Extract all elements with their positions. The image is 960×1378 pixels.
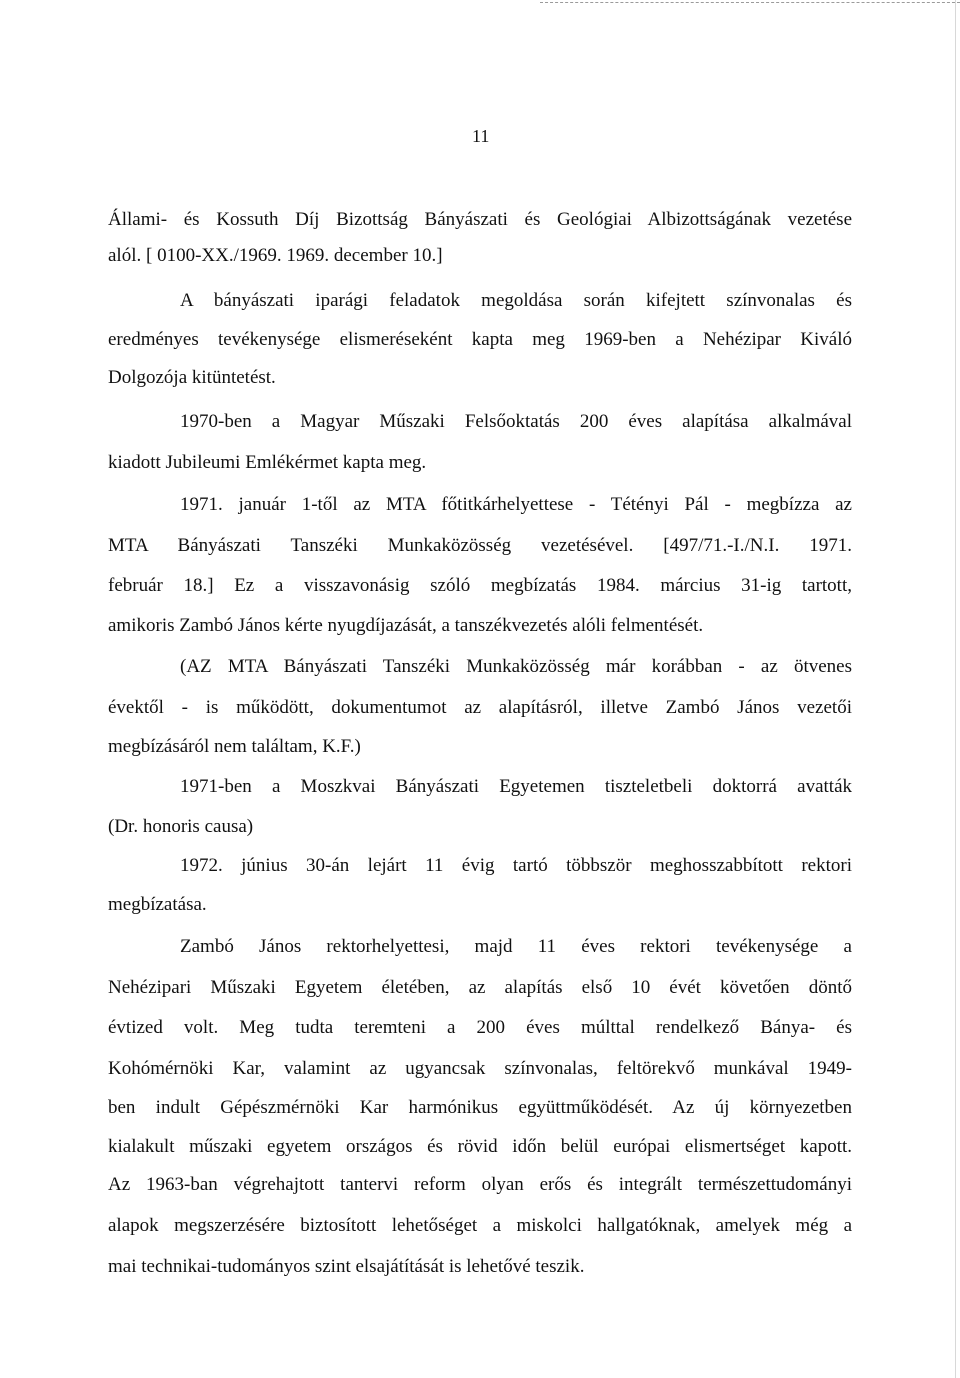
text-line: Nehézipari Műszaki Egyetem életében, az alapítás első 10 évét követően döntő bbox=[108, 977, 852, 998]
text-line: kiadott Jubileumi Emlékérmet kapta meg. bbox=[108, 452, 427, 473]
text-line: MTA Bányászati Tanszéki Munkaközösség vezetésével. [497/71.-I./N.I. 1971. bbox=[108, 535, 852, 556]
text-line: 1971-ben a Moszkvai Bányászati Egyetemen tiszteletbeli doktorrá avatták bbox=[180, 776, 852, 797]
right-page-edge bbox=[955, 0, 956, 1378]
page-number: 11 bbox=[472, 126, 490, 146]
text-line: Az 1963-ban végrehajtott tantervi reform olyan erős és integrált természettudományi bbox=[108, 1174, 852, 1195]
text-line: Dolgozója kitüntetést. bbox=[108, 367, 276, 388]
text-line: (Dr. honoris causa) bbox=[108, 816, 254, 837]
text-line: mai technikai-tudományos szint elsajátítását is lehetővé teszik. bbox=[108, 1256, 585, 1277]
text-line: február 18.] Ez a visszavonásig szóló megbízatás 1984. március 31-ig tartott, bbox=[108, 575, 852, 596]
text-line: megbízásáról nem találtam, K.F.) bbox=[108, 736, 361, 757]
text-line: (AZ MTA Bányászati Tanszéki Munkaközösség már korábban - az ötvenes bbox=[180, 656, 852, 677]
text-line: évektől - is működött, dokumentumot az alapításról, illetve Zambó János vezetői bbox=[108, 697, 852, 718]
text-line: megbízatása. bbox=[108, 894, 207, 915]
text-line: kialakult műszaki egyetem országos és rövid időn belül európai elismertséget kapott. bbox=[108, 1136, 852, 1157]
text-line: 1971. január 1-től az MTA főtitkárhelyettese - Tétényi Pál - megbízza az bbox=[180, 494, 852, 515]
text-line: alól. [ 0100-XX./1969. 1969. december 10.] bbox=[108, 245, 443, 266]
text-line: Állami- és Kossuth Díj Bizottság Bányászati és Geológiai Albizottságának vezetése bbox=[108, 209, 852, 230]
text-line: 1972. június 30-án lejárt 11 évig tartó többször meghosszabbított rektori bbox=[180, 855, 852, 876]
text-line: eredményes tevékenysége elismeréseként kapta meg 1969-ben a Nehézipar Kiváló bbox=[108, 329, 852, 350]
text-line: 1970-ben a Magyar Műszaki Felsőoktatás 200 éves alapítása alkalmával bbox=[180, 411, 852, 432]
text-line: Zambó János rektorhelyettesi, majd 11 éves rektori tevékenysége a bbox=[180, 936, 852, 957]
text-line: alapok megszerzésére biztosított lehetőséget a miskolci hallgatóknak, amelyek még a bbox=[108, 1215, 852, 1236]
text-line: Kohómérnöki Kar, valamint az ugyancsak színvonalas, feltörekvő munkával 1949- bbox=[108, 1058, 852, 1079]
top-scan-rule bbox=[540, 2, 960, 3]
text-line: amikoris Zambó János kérte nyugdíjazását, a tanszékvezetés alóli felmentését. bbox=[108, 615, 704, 636]
text-line: A bányászati iparági feladatok megoldása során kifejtett színvonalas és bbox=[180, 290, 852, 311]
text-line: évtized volt. Meg tudta teremteni a 200 éves múlttal rendelkező Bánya- és bbox=[108, 1017, 852, 1038]
text-line: ben indult Gépészmérnöki Kar harmónikus együttműködését. Az új környezetben bbox=[108, 1097, 852, 1118]
